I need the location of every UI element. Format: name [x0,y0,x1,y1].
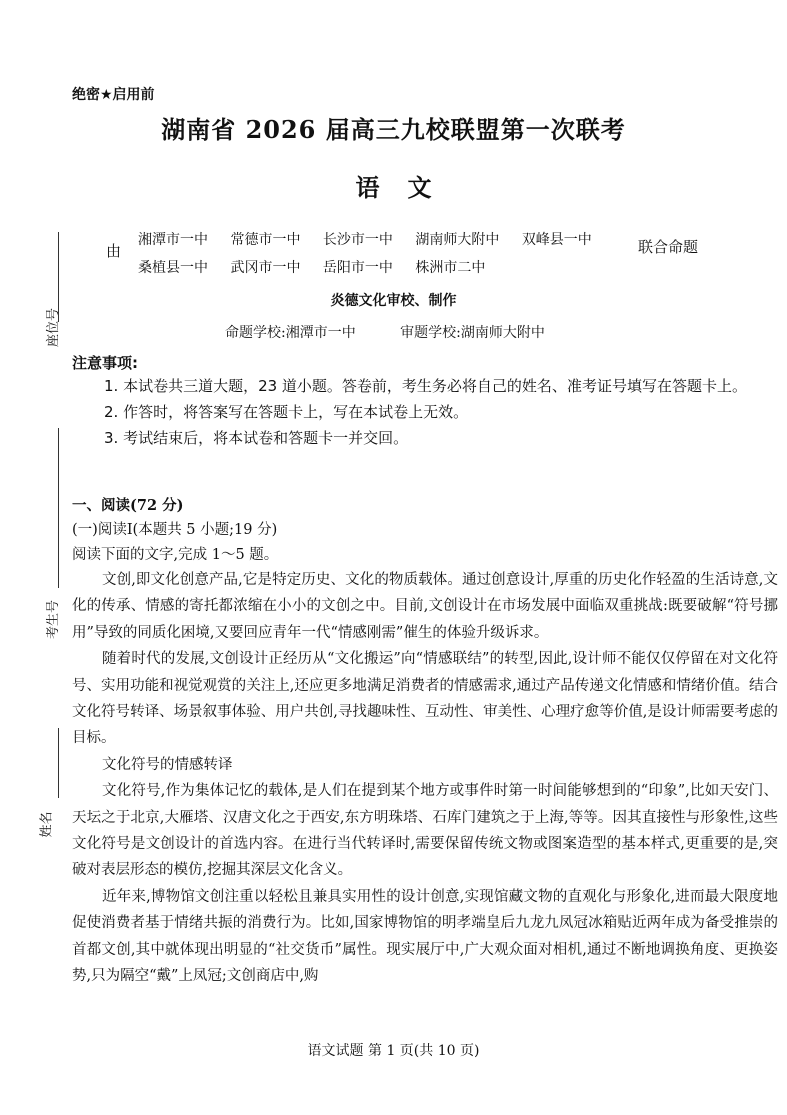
notice-heading: 注意事项: [72,354,138,372]
notice-item: 3. 考试结束后，将本试卷和答题卡一并交回。 [104,429,409,447]
joint-label: 联合命题 [638,238,699,256]
exam-title: 湖南省 2026 届高三九校联盟第一次联考 [161,115,626,144]
school-row-1 [138,226,610,254]
exam-no-label: 考生号 [46,599,62,640]
setter-line [225,322,585,342]
school-name: 岳阳市一中 [322,260,393,276]
passage-subheading: 文化符号的情感转译 [102,756,233,773]
school-name: 长沙市一中 [322,232,393,248]
notice-list [72,373,772,451]
paragraph: 近年来,博物馆文创注重以轻松且兼具实用性的设计创意,实现馆藏文物的直观化与形象化,进而最大限度地促使消费者基于情绪共振的消费行为。比如,国家博物馆的明孝端皇后九龙九凤冠冰箱贴近两年成为备受推崇的首都文创,其中就体现出明显的“社交货币”属性。现实展厅中,广大观众面对相机,通过不断地调换角度、更换姿势,只为隔空“戴”上凤冠;文创商店中,购 [72,888,778,985]
name-label: 姓名 [39,811,55,838]
page-footer: 语文试题 第 1 页(共 10 页) [307,1043,480,1059]
instruction: 阅读下面的文字,完成 1～5 题。 [72,547,279,563]
notice-item: 1. 本试卷共三道大题，23 道小题。答卷前，考生务必将自己的姓名、准考证号填写在答题卡上。 [104,377,747,395]
school-name: 湖南师大附中 [415,232,500,248]
setter-school: 命题学校:湘潭市一中 [225,325,356,341]
school-name: 桑植县一中 [138,260,208,276]
paragraph: 随着时代的发展,文创设计正经历从“文化搬运”向“情感联结”的转型,因此,设计师不能仅仅停留在对文化符号、实用功能和视觉观赏的关注上,还应更多地满足消费者的情感需求,通过产品传递文化情感和情绪价值。结合文化符号转译、场景叙事体验、用户共创,寻找趣味性、互动性、审美性、心理疗愈等价值,是设计师需要考虑的目标。 [72,651,778,747]
subsection-title: (一)阅读Ⅰ(本题共 5 小题;19 分) [72,522,278,538]
exam-no-line [58,428,59,588]
school-row-2 [138,254,610,282]
reading-passage [72,567,778,990]
school-list [138,226,610,282]
paragraph: 文创,即文化创意产品,它是特定历史、文化的物质载体。通过创意设计,厚重的历史化作轻盈的生活诗意,文化的传承、情感的寄托都浓缩在小小的文创之中。目前,文创设计在市场发展中面临双重挑战:既要破解“符号挪用”导致的同质化困境,又要回应青年一代“情感刚需”催生的体验升级诉求。 [72,572,778,641]
confidential-mark: 绝密★启用前 [72,87,155,103]
reviewer-school: 审题学校:湖南师大附中 [400,325,545,341]
subject-title: 语文 [355,173,460,202]
school-name: 武冈市一中 [230,260,301,276]
name-line [58,728,59,798]
by-label: 由 [106,242,122,260]
producer-line: 炎德文化审校、制作 [330,293,457,309]
school-name: 湘潭市一中 [138,232,208,248]
school-name: 常德市一中 [230,232,301,248]
school-name: 株洲市二中 [415,260,486,276]
school-name: 双峰县一中 [521,232,592,248]
notice-item: 2. 作答时，将答案写在答题卡上，写在本试卷上无效。 [104,403,469,421]
section-title: 一、阅读(72 分) [72,497,184,514]
paragraph: 文化符号,作为集体记忆的载体,是人们在提到某个地方或事件时第一时间能够想到的“印象”,比如天安门、天坛之于北京,大雁塔、汉唐文化之于西安,东方明珠塔、石库门建筑之于上海,等等。因其直接性与形象性,这些文化符号是文创设计的首选内容。在进行当代转译时,需要保留传统文物或图案造型的基本样式,更重要的是,突破对表层形态的模仿,挖掘其深层文化含义。 [72,783,778,879]
seat-label: 座位号 [46,307,62,348]
